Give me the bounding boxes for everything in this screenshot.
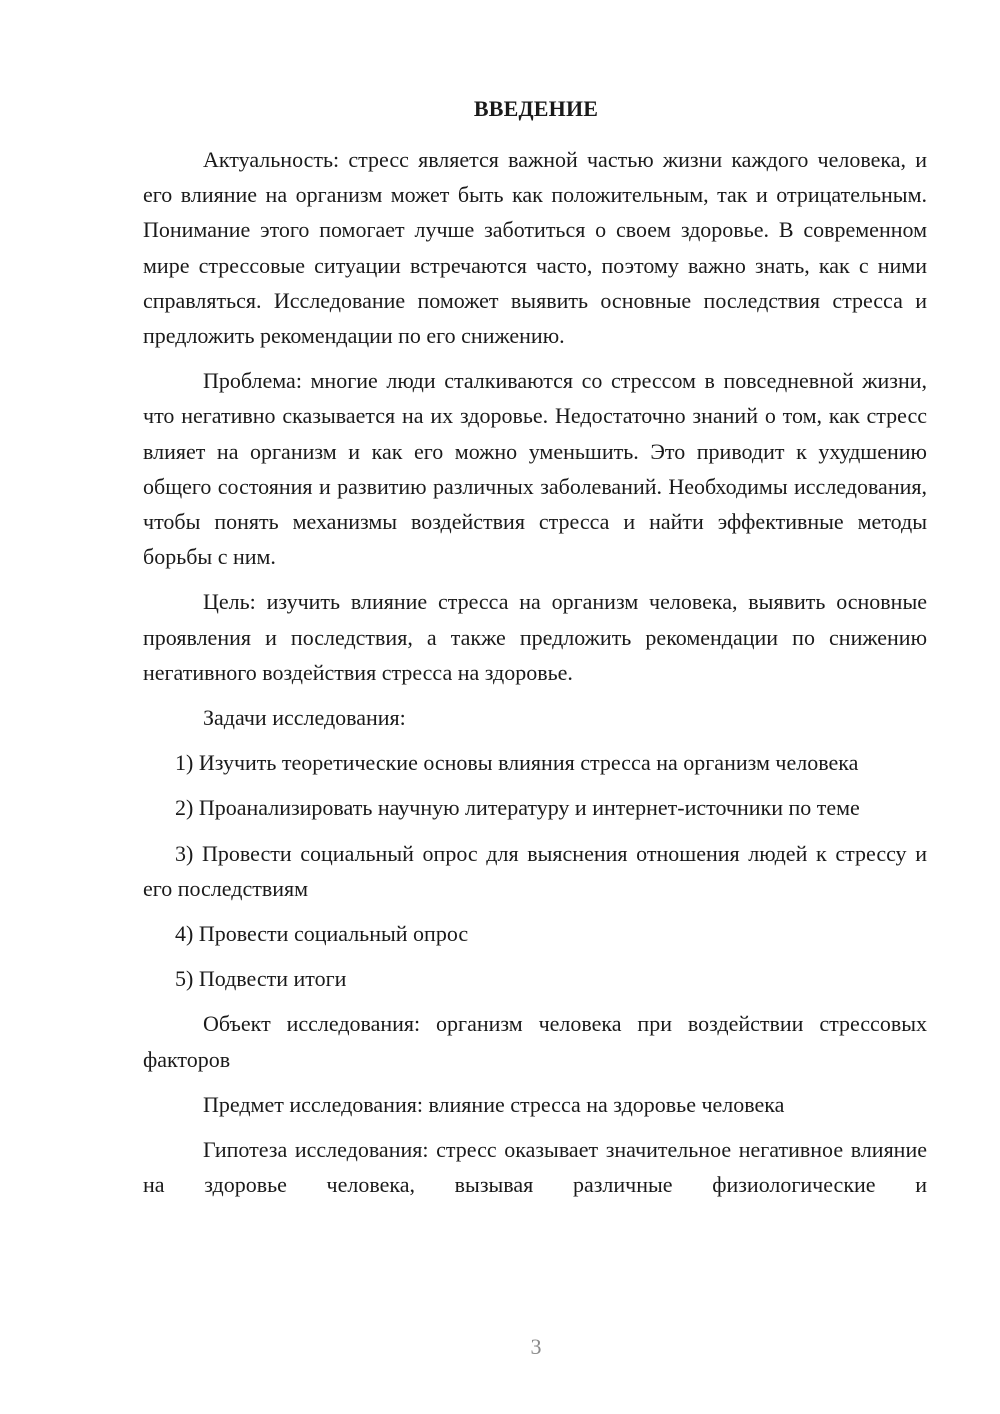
paragraph-subject: Предмет исследования: влияние стресса на здоровье человека (203, 1091, 785, 1117)
paragraph-goal: Цель: изучить влияние стресса на организм человека, выявить основные проявления и последствия, а также предложить рекомендации по снижению негативного воздействия стресса на здоровье. (143, 589, 927, 685)
paragraph-problem: Проблема: многие люди сталкиваются со стрессом в повседневной жизни, что негативно сказывается на их здоровье. Недостаточно знаний о том, как стресс влияет на организм и как его можно уменьшить. Это приводит к ухудшению общего состояния и развитию различных заболеваний. Необходимы исследования, чтобы понять механизмы воздействия стресса и найти эффективные методы борьбы с ним. (143, 368, 927, 570)
task-item-1: 1) Изучить теоретические основы влияния стресса на организм человека (175, 750, 859, 776)
task-item-4: 4) Провести социальный опрос (175, 921, 469, 947)
tasks-title: Задачи исследования: (203, 705, 406, 731)
paragraph-hypothesis: Гипотеза исследования: стресс оказывает значительное негативное влияние на здоровье человека, вызывая различные физиологические и (143, 1137, 927, 1198)
task-item-5: 5) Подвести итоги (175, 966, 347, 992)
paragraph-object: Объект исследования: организм человека при воздействии стрессовых факторов (143, 1011, 927, 1072)
task-item-2: 2) Проанализировать научную литературу и интернет-источники по теме (175, 795, 860, 821)
paragraph-relevance: Актуальность: стресс является важной частью жизни каждого человека, и его влияние на организм может быть как положительным, так и отрицательным. Понимание этого помогает лучше заботиться о своем здоровье. В современном мире стрессовые ситуации встречаются часто, поэтому важно знать, как с ними справляться. Исследование поможет выявить основные последствия стресса и предложить рекомендации по его снижению. (143, 147, 927, 349)
task-item-3: 3) Провести социальный опрос для выяснения отношения людей к стрессу и его последствиям (143, 840, 927, 901)
section-heading: ВВЕДЕНИЕ (473, 96, 599, 121)
document-body (143, 142, 927, 1202)
page-number: 3 (530, 1334, 542, 1359)
